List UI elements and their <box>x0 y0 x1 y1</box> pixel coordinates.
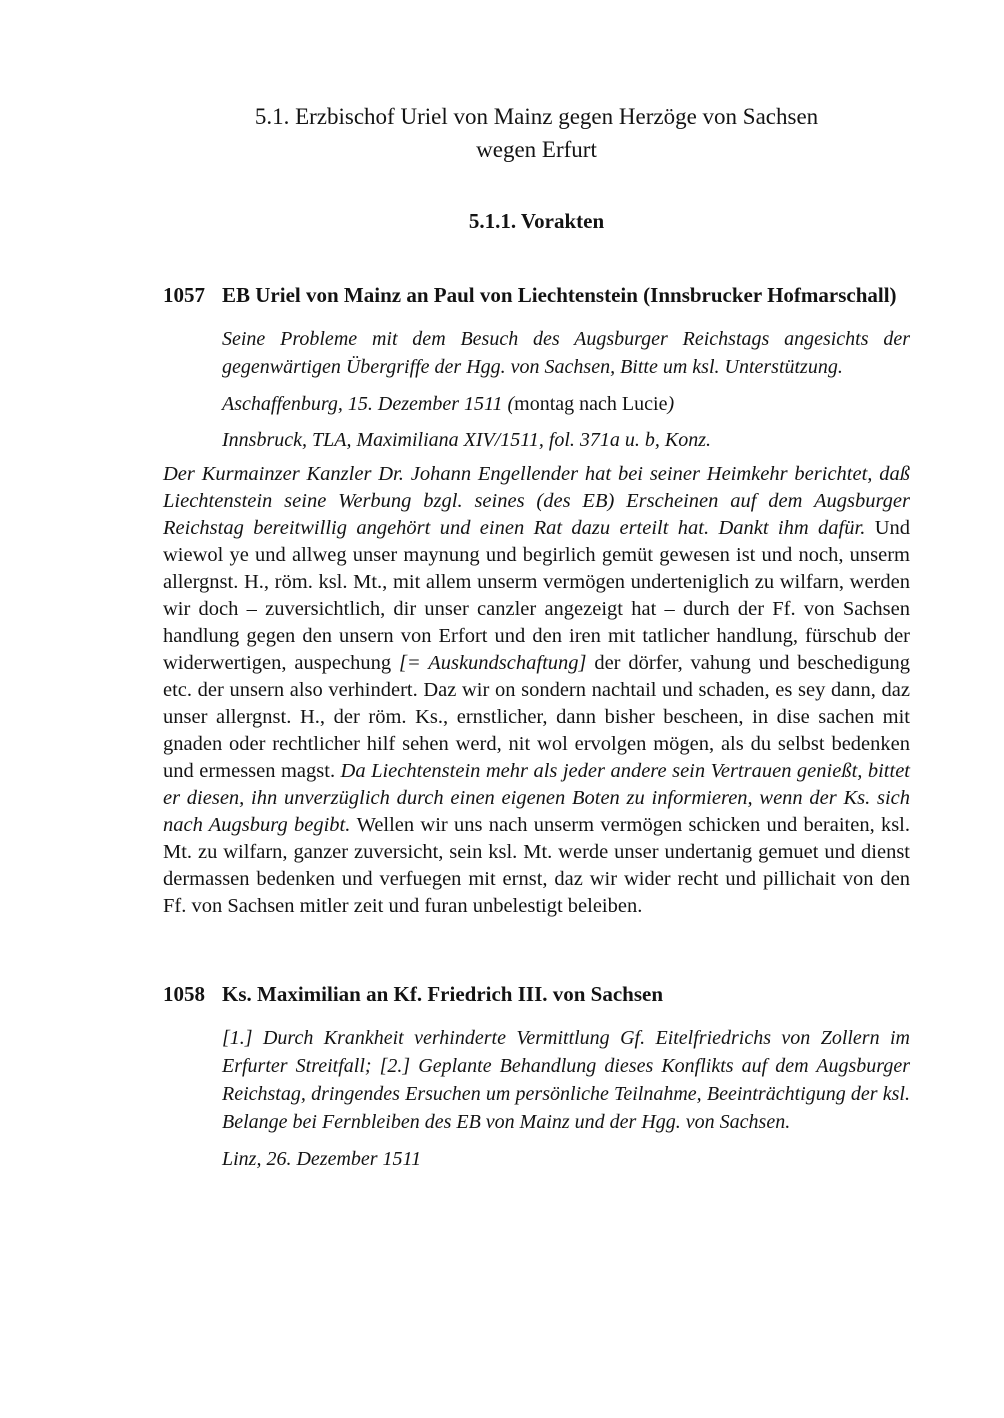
section-title: 5.1.1. Vorakten <box>468 209 605 233</box>
entry-title: EB Uriel von Mainz an Paul von Liechtenstein (Innsbrucker Hofmarschall) <box>222 283 897 307</box>
body-segment-editor-note: [= Auskundschaftung] <box>398 652 595 674</box>
body-segment-regest: Da Liechtenstein mehr als jeder andere sein Vertrauen genießt, bittet er diesen, ihn unverzüglich durch einen eigenen Boten zu informieren, wenn der Ks. sich nach Augsburg begibt. <box>163 760 910 836</box>
entry-dateline <box>222 390 910 418</box>
chapter-title <box>163 100 910 166</box>
chapter-title-line1: 5.1. Erzbischof Uriel von Mainz gegen Herzöge von Sachsen <box>254 104 819 129</box>
dateline-segment: ) <box>667 393 675 415</box>
entry-1057-heading <box>163 281 910 310</box>
body-segment-quote: Wellen wir uns nach unserm vermögen schicken und beraiten, ksl. Mt. zu wilfarn, ganzer zuversicht, sein ksl. Mt. werde unser undertanig gemuet und dienst dermassen bedenken und verfuegen mit ernst, daz wir wider recht und pillichait von den Ff. von Sachsen mitler zeit und furan unbelestigt beleiben. <box>163 814 911 917</box>
entry-1058-heading <box>163 980 910 1009</box>
dateline-segment: Linz, 26. Dezember 1511 <box>222 1148 422 1170</box>
entry-title: Ks. Maximilian an Kf. Friedrich III. von Sachsen <box>222 982 664 1006</box>
entry-body <box>163 461 910 920</box>
entry-number: 1057 <box>163 283 205 307</box>
entry-number: 1058 <box>163 982 205 1006</box>
entry-summary: Seine Probleme mit dem Besuch des Augsburger Reichstags angesichts der gegenwärtigen Übergriffe der Hgg. von Sachsen, Bitte um ksl. Unterstützung. <box>222 328 910 378</box>
body-segment-regest: Der Kurmainzer Kanzler Dr. Johann Engellender hat bei seiner Heimkehr berichtet, daß Liechtenstein seine Werbung bzgl. seines (des EB) Erscheinen auf dem Augsburger Reichstag bereitwillig angehört und einen Rat dazu erteilt hat. Dankt ihm dafür. <box>163 463 910 539</box>
entry-1057 <box>163 281 910 920</box>
body-segment-quote: Und wiewol ye und allweg unser maynung und begirlich gemüt gewesen ist und noch, unserm allergnst. H., röm. ksl. Mt., mit allem unserm vermögen underteniglich zu wilfarn, werden wir doch – zuversichtlich, dir unser canzler angezeigt hat – durch der Ff. von Sachsen handlung gegen den unsern von Erfort und den iren mit tatlicher handlung, fürschub der widerwertigen, auspechung <box>163 517 910 674</box>
body-segment-quote: der dörfer, vahung und beschedigung etc. der unsern also verhindert. Daz wir on sondern nachtail und schaden, es sey dann, daz unser allergnst. H., der röm. Ks., ernstlicher, dann bisher bescheen, in dise sachen mit gnaden oder rechtlicher hilf sehen werd, nit wol ervolgen mögen, als du selbst bedenken und ermessen magst. <box>163 652 910 782</box>
chapter-title-line2: wegen Erfurt <box>476 137 597 162</box>
entry-archive-reference: Innsbruck, TLA, Maximiliana XIV/1511, fol. 371a u. b, Konz. <box>222 429 712 451</box>
entry-dateline <box>222 1145 910 1173</box>
entry-1058 <box>163 980 910 1173</box>
dateline-segment: montag nach Lucie <box>514 393 668 415</box>
entry-summary: [1.] Durch Krankheit verhinderte Vermittlung Gf. Eitelfriedrichs von Zollern im Erfurter Streitfall; [2.] Geplante Behandlung dieses Konflikts auf dem Augsburger Reichstag, dringendes Ersuchen um persönliche Teilnahme, Beeinträchtigung der ksl. Belange bei Fernbleiben des EB von Mainz und der Hgg. von Sachsen. <box>222 1027 910 1133</box>
dateline-segment: Aschaffenburg, 15. Dezember 1511 ( <box>222 393 515 415</box>
